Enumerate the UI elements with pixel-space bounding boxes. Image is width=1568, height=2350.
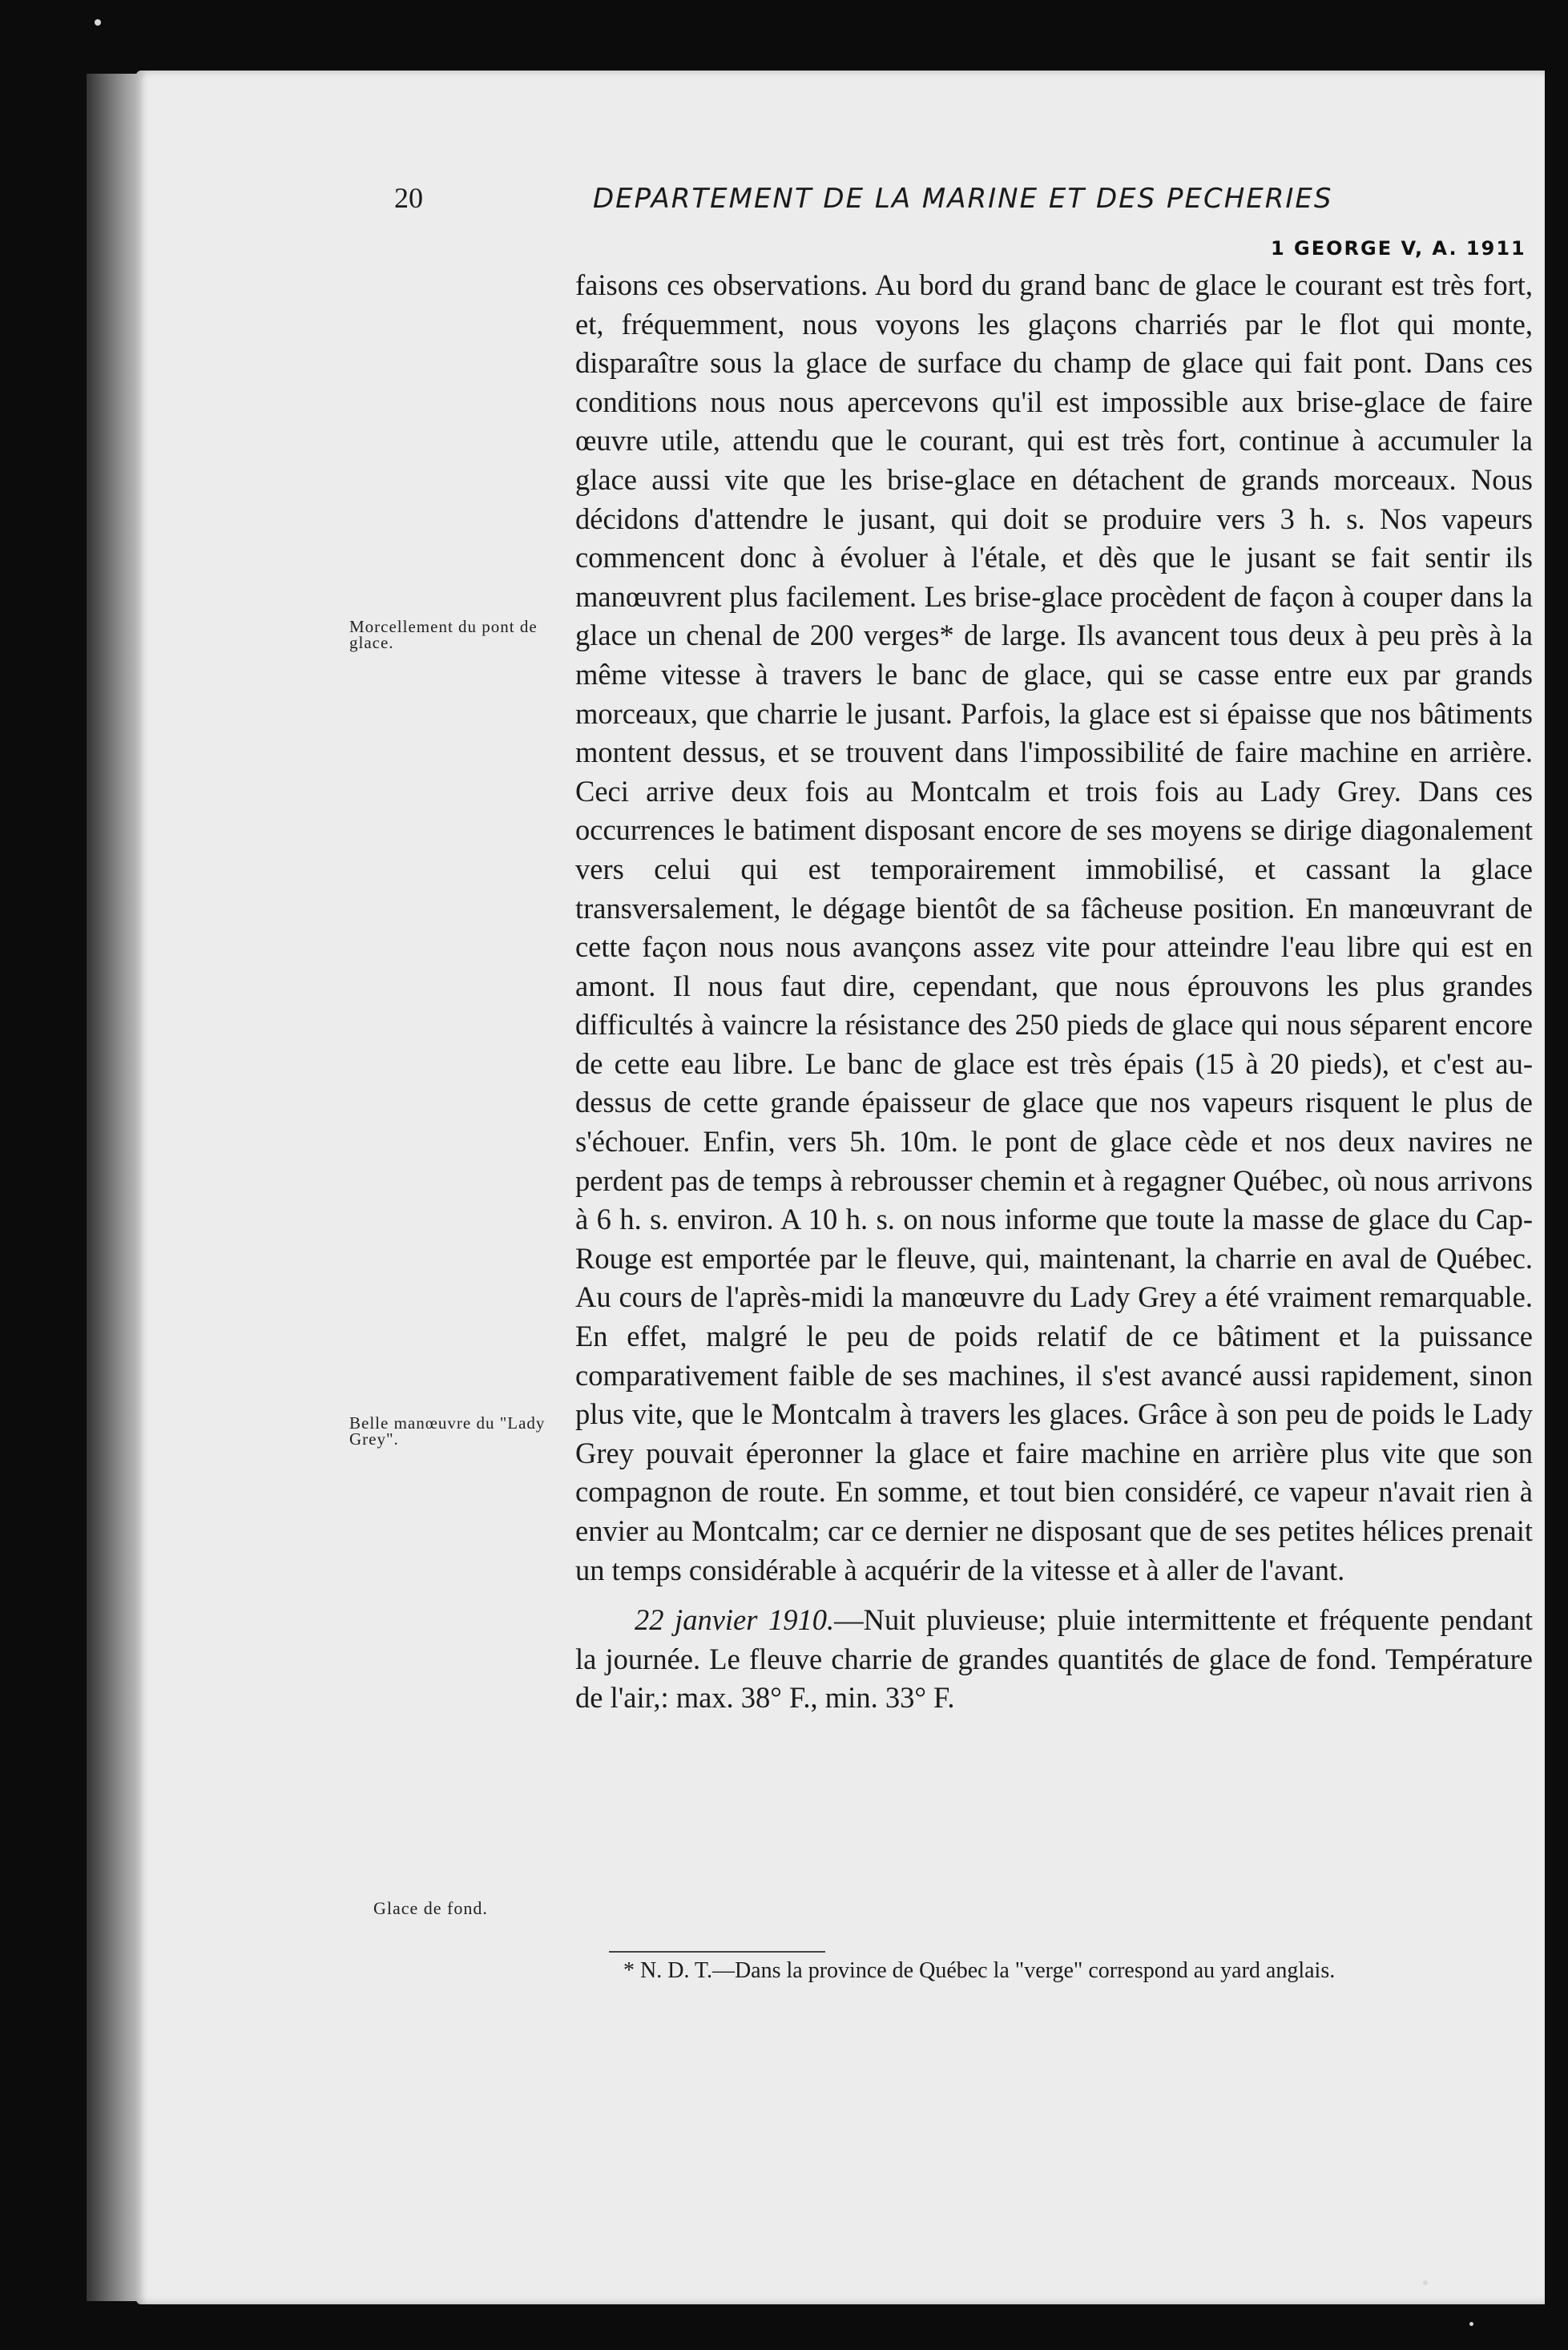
sidenote-morcellement: Morcellement du pont de glace. — [349, 617, 538, 652]
running-head-title: DEPARTEMENT DE LA MARINE ET DES PECHERIES — [593, 183, 1333, 215]
paragraph-january-22 — [575, 1601, 1533, 1718]
footnote: * N. D. T.—Dans la province de Québec la "verge" correspond au yard anglais. — [623, 1958, 1336, 1983]
sidenote-glace-de-fond: Glace de fond. — [373, 1898, 488, 1918]
body-text — [575, 266, 1533, 1718]
paragraph-ice-breaking: faisons ces observations. Au bord du grand banc de glace le courant est très fort, et, fréquemment, nous voyons les glaçons charriés par le flot qui monte, disparaître sous la glace de surface du champ de glace qui fait pont. Dans ces conditions nous nous apercevons qu'il est impossible aux brise-glace de faire œuvre utile, attendu que le courant, qui est très fort, continue à accumuler la glace aussi vite que les brise-glace en détachent de grands morceaux. Nous décidons d'attendre le jusant, qui doit se produire vers 3 h. s. Nos vapeurs commencent donc à évoluer à l'étale, et dès que le jusant se fait sentir ils manœuvrent plus facilement. Les brise-glace procèdent de façon à couper dans la glace un chenal de 200 verges* de large. Ils avancent tous deux à peu près à la même vitesse à travers le banc de glace, qui se casse entre eux par grands morceaux, que charrie le jusant. Parfois, la glace est si épaisse que nos bâtiments montent dessus, et se trouvent dans l'impossibilité de faire machine en arrière. Ceci arrive deux fois au Montcalm et trois fois au Lady Grey. Dans ces occurrences le batiment disposant encore de ses moyens se dirige diagonalement vers celui qui est temporairement immobilisé, et cassant la glace transversalement, le dégage bientôt de sa fâcheuse position. En manœuvrant de cette façon nous nous avançons assez vite pour atteindre l'eau libre qui est en amont. Il nous faut dire, cependant, que nous éprouvons les plus grandes difficultés à vaincre la résistance des 250 pieds de glace qui nous séparent encore de cette eau libre. Le banc de glace est très épais (15 à 20 pieds), et c'est au-dessus de cette grande épaisseur de glace que nos vapeurs risquent le plus de s'échouer. Enfin, vers 5h. 10m. le pont de glace cède et nos deux navires ne perdent pas de temps à rebrousser chemin et à regagner Québec, où nous arrivons à 6 h. s. environ. A 10 h. s. on nous informe que toute la masse de glace du Cap-Rouge est emportée par le fleuve, qui, maintenant, la charrie en aval de Québec. Au cours de l'après-midi la manœuvre du Lady Grey a été vraiment remarquable. En effet, malgré le peu de poids relatif de ce bâtiment et la puissance comparativement faible de ses machines, il s'est avancé aussi rapidement, sinon plus vite, que le Montcalm à travers les glaces. Grâce à son peu de poids le Lady Grey pouvait éperonner la glace et faire machine en arrière plus vite que son compagnon de route. En somme, et tout bien considéré, ce vapeur n'avait rien à envier au Montcalm; car ce dernier ne disposant que de ses petites hélices prenait un temps considérable à acquérir de la vitesse et à aller de l'avant. — [575, 268, 1533, 1586]
page-number: 20 — [394, 182, 423, 214]
scan-speck — [1423, 2280, 1428, 2285]
sidenote-belle-manoeuvre: Belle manœuvre du "Lady Grey". — [349, 1413, 546, 1449]
scan-speck — [1469, 2322, 1473, 2326]
regnal-year: 1 GEORGE V, A. 1911 — [1271, 237, 1526, 260]
paragraph-weather-text: —Nuit pluvieuse; pluie intermittente et fréquente pendant la journée. Le fleuve charrie de grandes quantités de glace de fond. Température de l'air,: max. 38° F., min. 33° F. — [575, 1603, 1534, 1715]
footnote-rule — [609, 1951, 825, 1953]
scan-speck — [95, 19, 101, 26]
page-binding-edge — [87, 74, 143, 2301]
paragraph-date: 22 janvier 1910. — [635, 1603, 835, 1637]
